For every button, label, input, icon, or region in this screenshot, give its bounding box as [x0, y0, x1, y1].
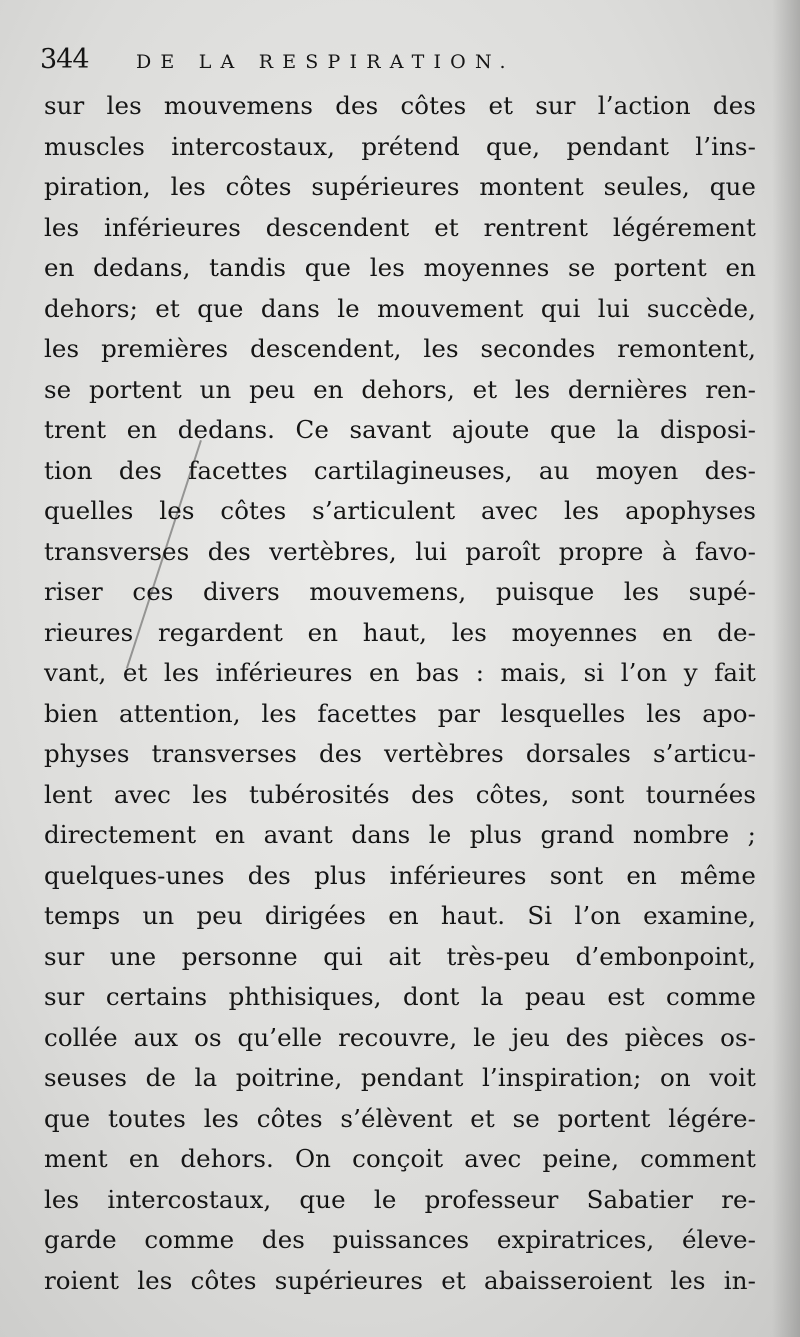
text-line: se portent un peu en dehors, et les dernières ren-: [44, 374, 756, 404]
text-line: tion des facettes cartilagineuses, au moyen des-: [44, 455, 756, 485]
text-line: sur une personne qui ait très-peu d’embonpoint,: [44, 941, 756, 971]
text-line: quelques-unes des plus inférieures sont en même: [44, 860, 756, 890]
text-line: les intercostaux, que le professeur Sabatier re-: [44, 1184, 756, 1214]
text-line: garde comme des puissances expiratrices, éleve-: [44, 1225, 756, 1254]
text-line: que toutes les côtes s’élèvent et se portent légére-: [44, 1103, 756, 1133]
text-line: les inférieures descendent et rentrent légérement: [44, 212, 756, 242]
text-line: en dedans, tandis que les moyennes se portent en: [44, 253, 756, 282]
text-line: lent avec les tubérosités des côtes, sont tournées: [44, 779, 756, 809]
text-line: sur les mouvemens des côtes et sur l’action des: [44, 91, 756, 120]
text-line: trent en dedans. Ce savant ajoute que la disposi-: [44, 415, 756, 444]
text-line: rieures regardent en haut, les moyennes en de-: [44, 617, 756, 647]
text-line: vant, et les inférieures en bas : mais, si l’on y fait: [44, 658, 756, 687]
text-line: directement en avant dans le plus grand nombre ;: [44, 820, 756, 849]
text-line: ment en dehors. On conçoit avec peine, comment: [44, 1144, 756, 1173]
text-line: physes transverses des vertèbres dorsales s’articu-: [44, 739, 756, 768]
text-line: seuses de la poitrine, pendant l’inspiration; on voit: [44, 1063, 756, 1092]
text-line: bien attention, les facettes par lesquelles les apo-: [44, 698, 756, 728]
text-line: riser ces divers mouvemens, puisque les supé-: [44, 577, 756, 606]
text-line: sur certains phthisiques, dont la peau est comme: [44, 982, 756, 1011]
text-line: les premières descendent, les secondes remontent,: [44, 334, 756, 363]
body-text: [44, 86, 756, 1301]
running-title: DE LA RESPIRATION.: [136, 51, 515, 73]
text-line: roient les côtes supérieures et abaisseroient les in-: [44, 1265, 756, 1295]
running-head: [40, 42, 760, 82]
text-line: temps un peu dirigées en haut. Si l’on examine,: [44, 901, 756, 930]
page-number: 344: [40, 44, 89, 75]
text-line: quelles les côtes s’articulent avec les apophyses: [44, 496, 756, 525]
text-line: muscles intercostaux, prétend que, pendant l’ins-: [44, 131, 756, 161]
page-edge-shadow: [772, 0, 800, 1337]
text-line: dehors; et que dans le mouvement qui lui succède,: [44, 293, 756, 323]
text-line: transverses des vertèbres, lui paroît propre à favo-: [44, 536, 756, 566]
text-line: collée aux os qu’elle recouvre, le jeu des pièces os-: [44, 1022, 756, 1052]
text-line: piration, les côtes supérieures montent seules, que: [44, 172, 756, 201]
